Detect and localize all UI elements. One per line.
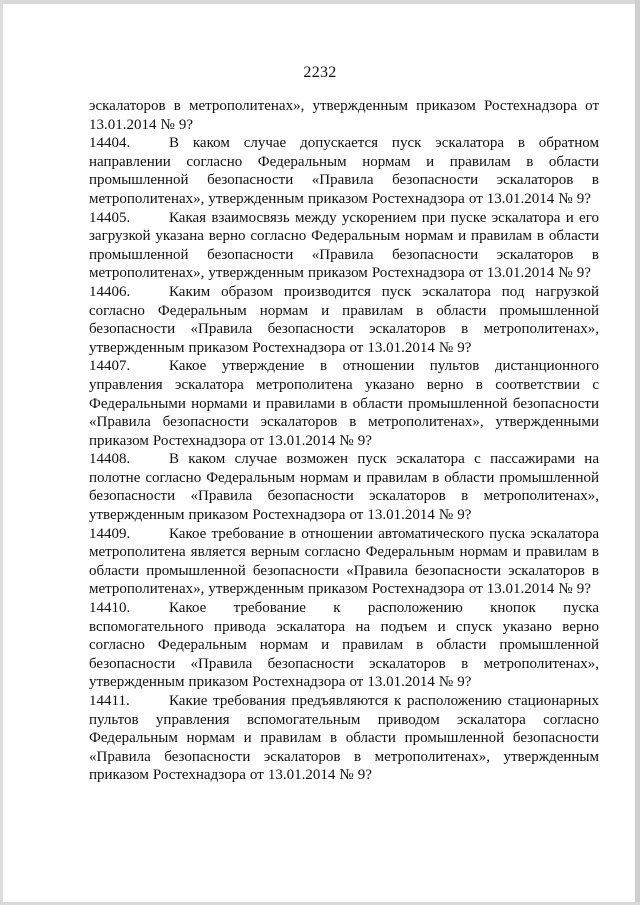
page-number: 2232	[303, 64, 337, 81]
question-number: 14407.	[89, 358, 131, 375]
question-14408	[89, 450, 599, 524]
question-text: Какое требование к расположению кнопок пуска вспомогательного привода эскалатора на подъем и спуск указано верно согласно Федеральным нормам и правилам в области промышленной безопасности «Правила безопасности эскалаторов в метрополитенах», утвержденным приказом Ростехнадзора от 13.01.2014 № 9?	[89, 600, 599, 691]
scan-border-left	[0, 0, 3, 905]
question-number: 14404.	[89, 135, 131, 152]
question-text: Каким образом производится пуск эскалатора под нагрузкой согласно Федеральным нормам и правилам в области промышленной безопасности «Правила безопасности эскалаторов в метрополитенах», утвержденным приказом Ростехнадзора от 13.01.2014 № 9?	[89, 283, 599, 356]
question-text: Какое утверждение в отношении пультов дистанционного управления эскалатора метрополитена указано верно в соответствии с Федеральными нормами и правилами в области промышленной безопасности «Правила безопасности эскалаторов в метрополитенах», утвержденными приказом Ростехнадзора от 13.01.2014 № 9?	[89, 358, 599, 449]
document-body	[89, 97, 599, 785]
scan-border-top	[0, 0, 640, 4]
question-number: 14408.	[89, 451, 131, 468]
question-number: 14410.	[89, 600, 131, 617]
question-number: 14405.	[89, 209, 131, 226]
question-14409	[89, 525, 599, 599]
question-14410	[89, 599, 599, 692]
question-14406	[89, 283, 599, 357]
question-text: Какое требование в отношении автоматического пуска эскалатора метрополитена является верным согласно Федеральным нормам и правилам в области промышленной безопасности «Правила безопасности эскалаторов в метрополитенах», утвержденным приказом Ростехнадзора от 13.01.2014 № 9?	[89, 525, 599, 598]
question-14405	[89, 209, 599, 283]
scan-border-right	[635, 0, 640, 905]
question-text: В каком случае возможен пуск эскалатора с пассажирами на полотне согласно Федеральным нормам и правилам в области промышленной безопасности «Правила безопасности эскалаторов в метрополитенах», утвержденным приказом Ростехнадзора от 13.01.2014 № 9?	[89, 451, 599, 524]
question-number: 14411.	[89, 693, 130, 709]
question-number: 14406.	[89, 283, 131, 300]
question-text: Какие требования предъявляются к расположению стационарных пультов управления вспомогательным приводом эскалатора согласно Федеральным нормам и правилам в области промышленной безопасности «Правила безопасности эскалаторов в метрополитенах», утвержденным приказом Ростехнадзора от 13.01.2014 № 9?	[89, 693, 599, 784]
question-text: В каком случае допускается пуск эскалатора в обратном направлении согласно Федеральным нормам и правилам в области промышленной безопасности «Правила безопасности эскалаторов в метрополитенах», утвержденным приказом Ростехнадзора от 13.01.2014 № 9?	[89, 135, 599, 207]
question-14411	[89, 692, 599, 785]
question-number: 14409.	[89, 525, 131, 542]
question-text: Какая взаимосвязь между ускорением при пуске эскалатора и его загрузкой указана верно согласно Федеральным нормам и правилам в области промышленной безопасности «Правила безопасности эскалаторов в метрополитенах», утвержденным приказом Ростехнадзора от 13.01.2014 № 9?	[89, 209, 599, 282]
continuation-paragraph: эскалаторов в метрополитенах», утвержденным приказом Ростехнадзора от 13.01.2014 № 9?	[89, 98, 599, 133]
question-14407	[89, 357, 599, 450]
question-14404	[89, 134, 599, 208]
